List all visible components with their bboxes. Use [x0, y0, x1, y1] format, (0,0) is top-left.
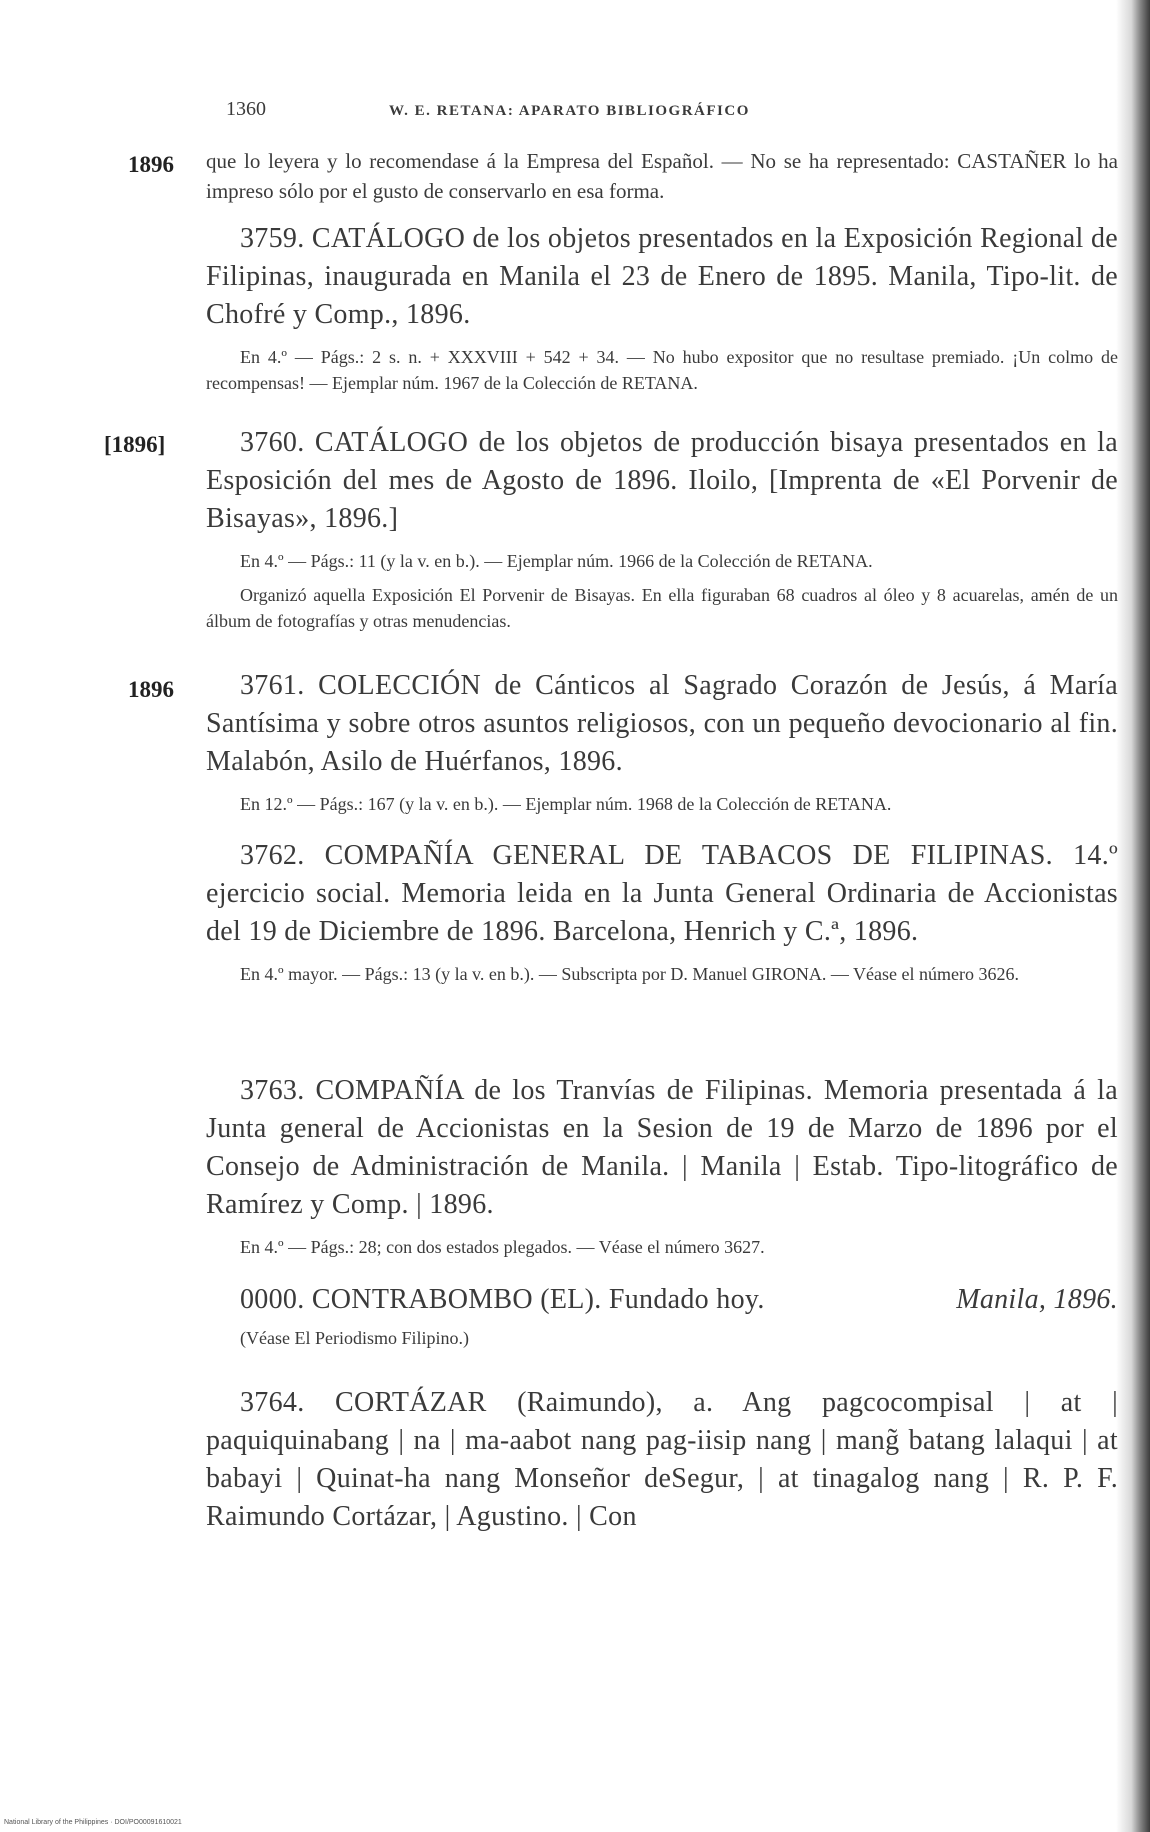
entry-heading-text: CONTRABOMBO (EL). Fundado hoy.: [311, 1284, 765, 1315]
entry-number: 3762.: [240, 840, 305, 871]
entry-3761: [206, 667, 1118, 817]
entry-3762: [206, 837, 1118, 987]
entry-heading-text: CORTÁZAR (Raimundo), a. Ang pagcocompisal | at | paquiquinabang | na | ma-aabot nang pag-iisip nang | mang̃ batang lalaqui | at babayi | Quinat-ha nang Monseñor deSegur, | at tinagalog nang | R. P. F. Raimundo Cortázar, | Agustino. | Con: [206, 1387, 1118, 1532]
entry-heading-text: CATÁLOGO de los objetos presentados en la Exposición Regional de Filipinas, inaugurada en Manila el 23 de Enero de 1895. Manila, Tipo-lit. de Chofré y Comp., 1896.: [206, 223, 1118, 330]
entry-note: En 4.º mayor. — Págs.: 13 (y la v. en b.). — Subscripta por D. Manuel GIRONA. — Véase el número 3626.: [240, 964, 1019, 984]
entry-heading: [206, 1072, 1118, 1224]
entry-3759: [206, 220, 1118, 396]
entry-heading-text: COMPAÑÍA GENERAL DE TABACOS DE FILIPINAS. 14.º ejercicio social. Memoria leida en la Junta General Ordinaria de Accionistas del 19 de Diciembre de 1896. Barcelona, Henrich y C.ª, 1896.: [206, 840, 1118, 947]
entry-note: En 4.º — Págs.: 28; con dos estados plegados. — Véase el número 3627.: [240, 1237, 765, 1257]
entry-heading: [206, 1281, 1118, 1319]
entry-number: 3759.: [240, 223, 305, 254]
entry-note: En 4.º — Págs.: 11 (y la v. en b.). — Ejemplar núm. 1966 de la Colección de RETANA.: [240, 551, 873, 571]
entry-3763: [206, 1072, 1118, 1260]
year-marker: 1896: [128, 152, 174, 177]
year-marker: [1896]: [104, 432, 166, 457]
running-title: W. E. RETANA: APARATO BIBLIOGRÁFICO: [389, 103, 750, 119]
running-header: [226, 98, 750, 121]
continuation-block: [206, 146, 1118, 206]
entry-number: 3764.: [240, 1387, 305, 1418]
entry-heading-text: COMPAÑÍA de los Tranvías de Filipinas. Memoria presentada á la Junta general de Accionistas en la Sesion de 19 de Marzo de 1896 por el Consejo de Administración de Manila. | Manila | Estab. Tipo-litográfico de Ramírez y Comp. | 1896.: [206, 1075, 1118, 1220]
page-edge-shadow: [1116, 0, 1150, 1832]
entry-number: 0000.: [240, 1284, 305, 1315]
scan-footer: National Library of the Philippines · DOI/PO00091610021: [4, 1819, 182, 1826]
entry-3764: [206, 1384, 1118, 1536]
entry-note: En 12.º — Págs.: 167 (y la v. en b.). — Ejemplar núm. 1968 de la Colección de RETANA.: [240, 794, 892, 814]
entry-heading-text: COLECCIÓN de Cánticos al Sagrado Corazón de Jesús, á María Santísima y sobre otros asuntos religiosos, con un pequeño devocionario al fin. Malabón, Asilo de Huérfanos, 1896.: [206, 670, 1118, 777]
entry-heading-text: CATÁLOGO de los objetos de producción bisaya presentados en la Esposición del mes de Agosto de 1896. Iloilo, [Imprenta de «El Porvenir de Bisayas», 1896.]: [206, 427, 1118, 534]
entry-note: Organizó aquella Exposición El Porvenir de Bisayas. En ella figuraban 68 cuadros al óleo y 8 acuarelas, amén de un álbum de fotografías y otras menudencias.: [206, 585, 1118, 631]
page-number: 1360: [226, 98, 266, 120]
year-marker: 1896: [128, 677, 174, 702]
entry-3760: [206, 424, 1118, 634]
entry-heading: [206, 837, 1118, 951]
entry-heading: [206, 220, 1118, 334]
entry-heading: [206, 1384, 1118, 1536]
entry-number: 3763.: [240, 1075, 305, 1106]
entry-0000: [206, 1281, 1118, 1351]
entry-place: Manila, 1896.: [956, 1284, 1118, 1315]
continuation-text: que lo leyera y lo recomendase á la Empresa del Español. — No se ha representado: CASTAÑER lo ha impreso sólo por el gusto de conservarlo en esa forma.: [206, 149, 1118, 203]
entry-number: 3760.: [240, 427, 305, 458]
entry-note: En 4.º — Págs.: 2 s. n. + XXXVIII + 542 + 34. — No hubo expositor que no resultase premiado. ¡Un colmo de recompensas! — Ejemplar núm. 1967 de la Colección de RETANA.: [206, 347, 1118, 393]
entry-heading: [206, 667, 1118, 781]
entry-note: (Véase El Periodismo Filipino.): [240, 1328, 469, 1348]
entry-heading: [206, 424, 1118, 538]
entry-number: 3761.: [240, 670, 305, 701]
